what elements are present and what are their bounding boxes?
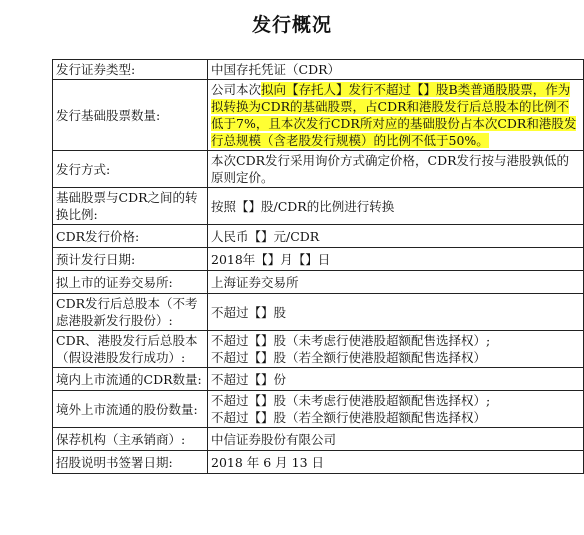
table-row [53, 271, 584, 294]
row-value-line: 不超过【】股（未考虑行使港股超额配售选择权）; [211, 333, 491, 348]
row-label: 预计发行日期: [53, 248, 208, 271]
table-row [53, 451, 584, 474]
table-row [53, 368, 584, 391]
row-label: 发行基础股票数量: [53, 80, 208, 151]
row-value-line: 不超过【】股（未考虑行使港股超额配售选择权）; [211, 393, 491, 408]
row-value: 中国存托凭证（CDR） [208, 60, 584, 80]
row-label: 拟上市的证券交易所: [53, 271, 208, 294]
row-value: 2018年【】月【】日 [208, 248, 584, 271]
row-value: 本次CDR发行采用询价方式确定价格，CDR发行按与港股孰低的原则定价。 [208, 151, 584, 188]
table-row [53, 225, 584, 248]
row-label: 境外上市流通的股份数量: [53, 391, 208, 428]
table-row [53, 60, 584, 80]
row-value: 人民币【】元/CDR [208, 225, 584, 248]
offering-overview-table [52, 59, 584, 474]
row-label: 发行证券类型: [53, 60, 208, 80]
row-value-highlight: 拟向【存托人】发行不超过【】股B类普通股股票，作为拟转换为CDR的基础股票，占CDR和港股发行后总股本的比例不低于7%，且本次发行CDR所对应的基础股份占本次CDR和港股发行总规模（含老股发行规模）的比例不低于50%。 [211, 82, 577, 148]
row-value [208, 391, 584, 428]
row-label: 保荐机构（主承销商）: [53, 428, 208, 451]
row-label: 发行方式: [53, 151, 208, 188]
table-row [53, 248, 584, 271]
table-row [53, 294, 584, 331]
row-value: 不超过【】股 [208, 294, 584, 331]
row-label: CDR发行后总股本（不考虑港股新发行股份）: [53, 294, 208, 331]
row-value: 2018 年 6 月 13 日 [208, 451, 584, 474]
row-value-plain: 公司本次 [211, 82, 262, 97]
page-title: 发行概况 [251, 14, 332, 36]
row-label: 境内上市流通的CDR数量: [53, 368, 208, 391]
row-label: CDR、港股发行后总股本（假设港股发行成功）: [53, 331, 208, 368]
row-value-line: 不超过【】股（若全额行使港股超额配售选择权） [211, 410, 487, 425]
row-value [208, 80, 584, 151]
row-value [208, 331, 584, 368]
row-value: 中信证券股份有限公司 [208, 428, 584, 451]
table-row [53, 188, 584, 225]
row-value: 按照【】股/CDR的比例进行转换 [208, 188, 584, 225]
row-value: 上海证券交易所 [208, 271, 584, 294]
row-label: 招股说明书签署日期: [53, 451, 208, 474]
table-row [53, 151, 584, 188]
row-label: CDR发行价格: [53, 225, 208, 248]
table-row [53, 391, 584, 428]
row-value-line: 不超过【】股（若全额行使港股超额配售选择权） [211, 350, 487, 365]
row-label: 基础股票与CDR之间的转换比例: [53, 188, 208, 225]
table-row [53, 80, 584, 151]
table-row [53, 331, 584, 368]
row-value: 不超过【】份 [208, 368, 584, 391]
table-row [53, 428, 584, 451]
